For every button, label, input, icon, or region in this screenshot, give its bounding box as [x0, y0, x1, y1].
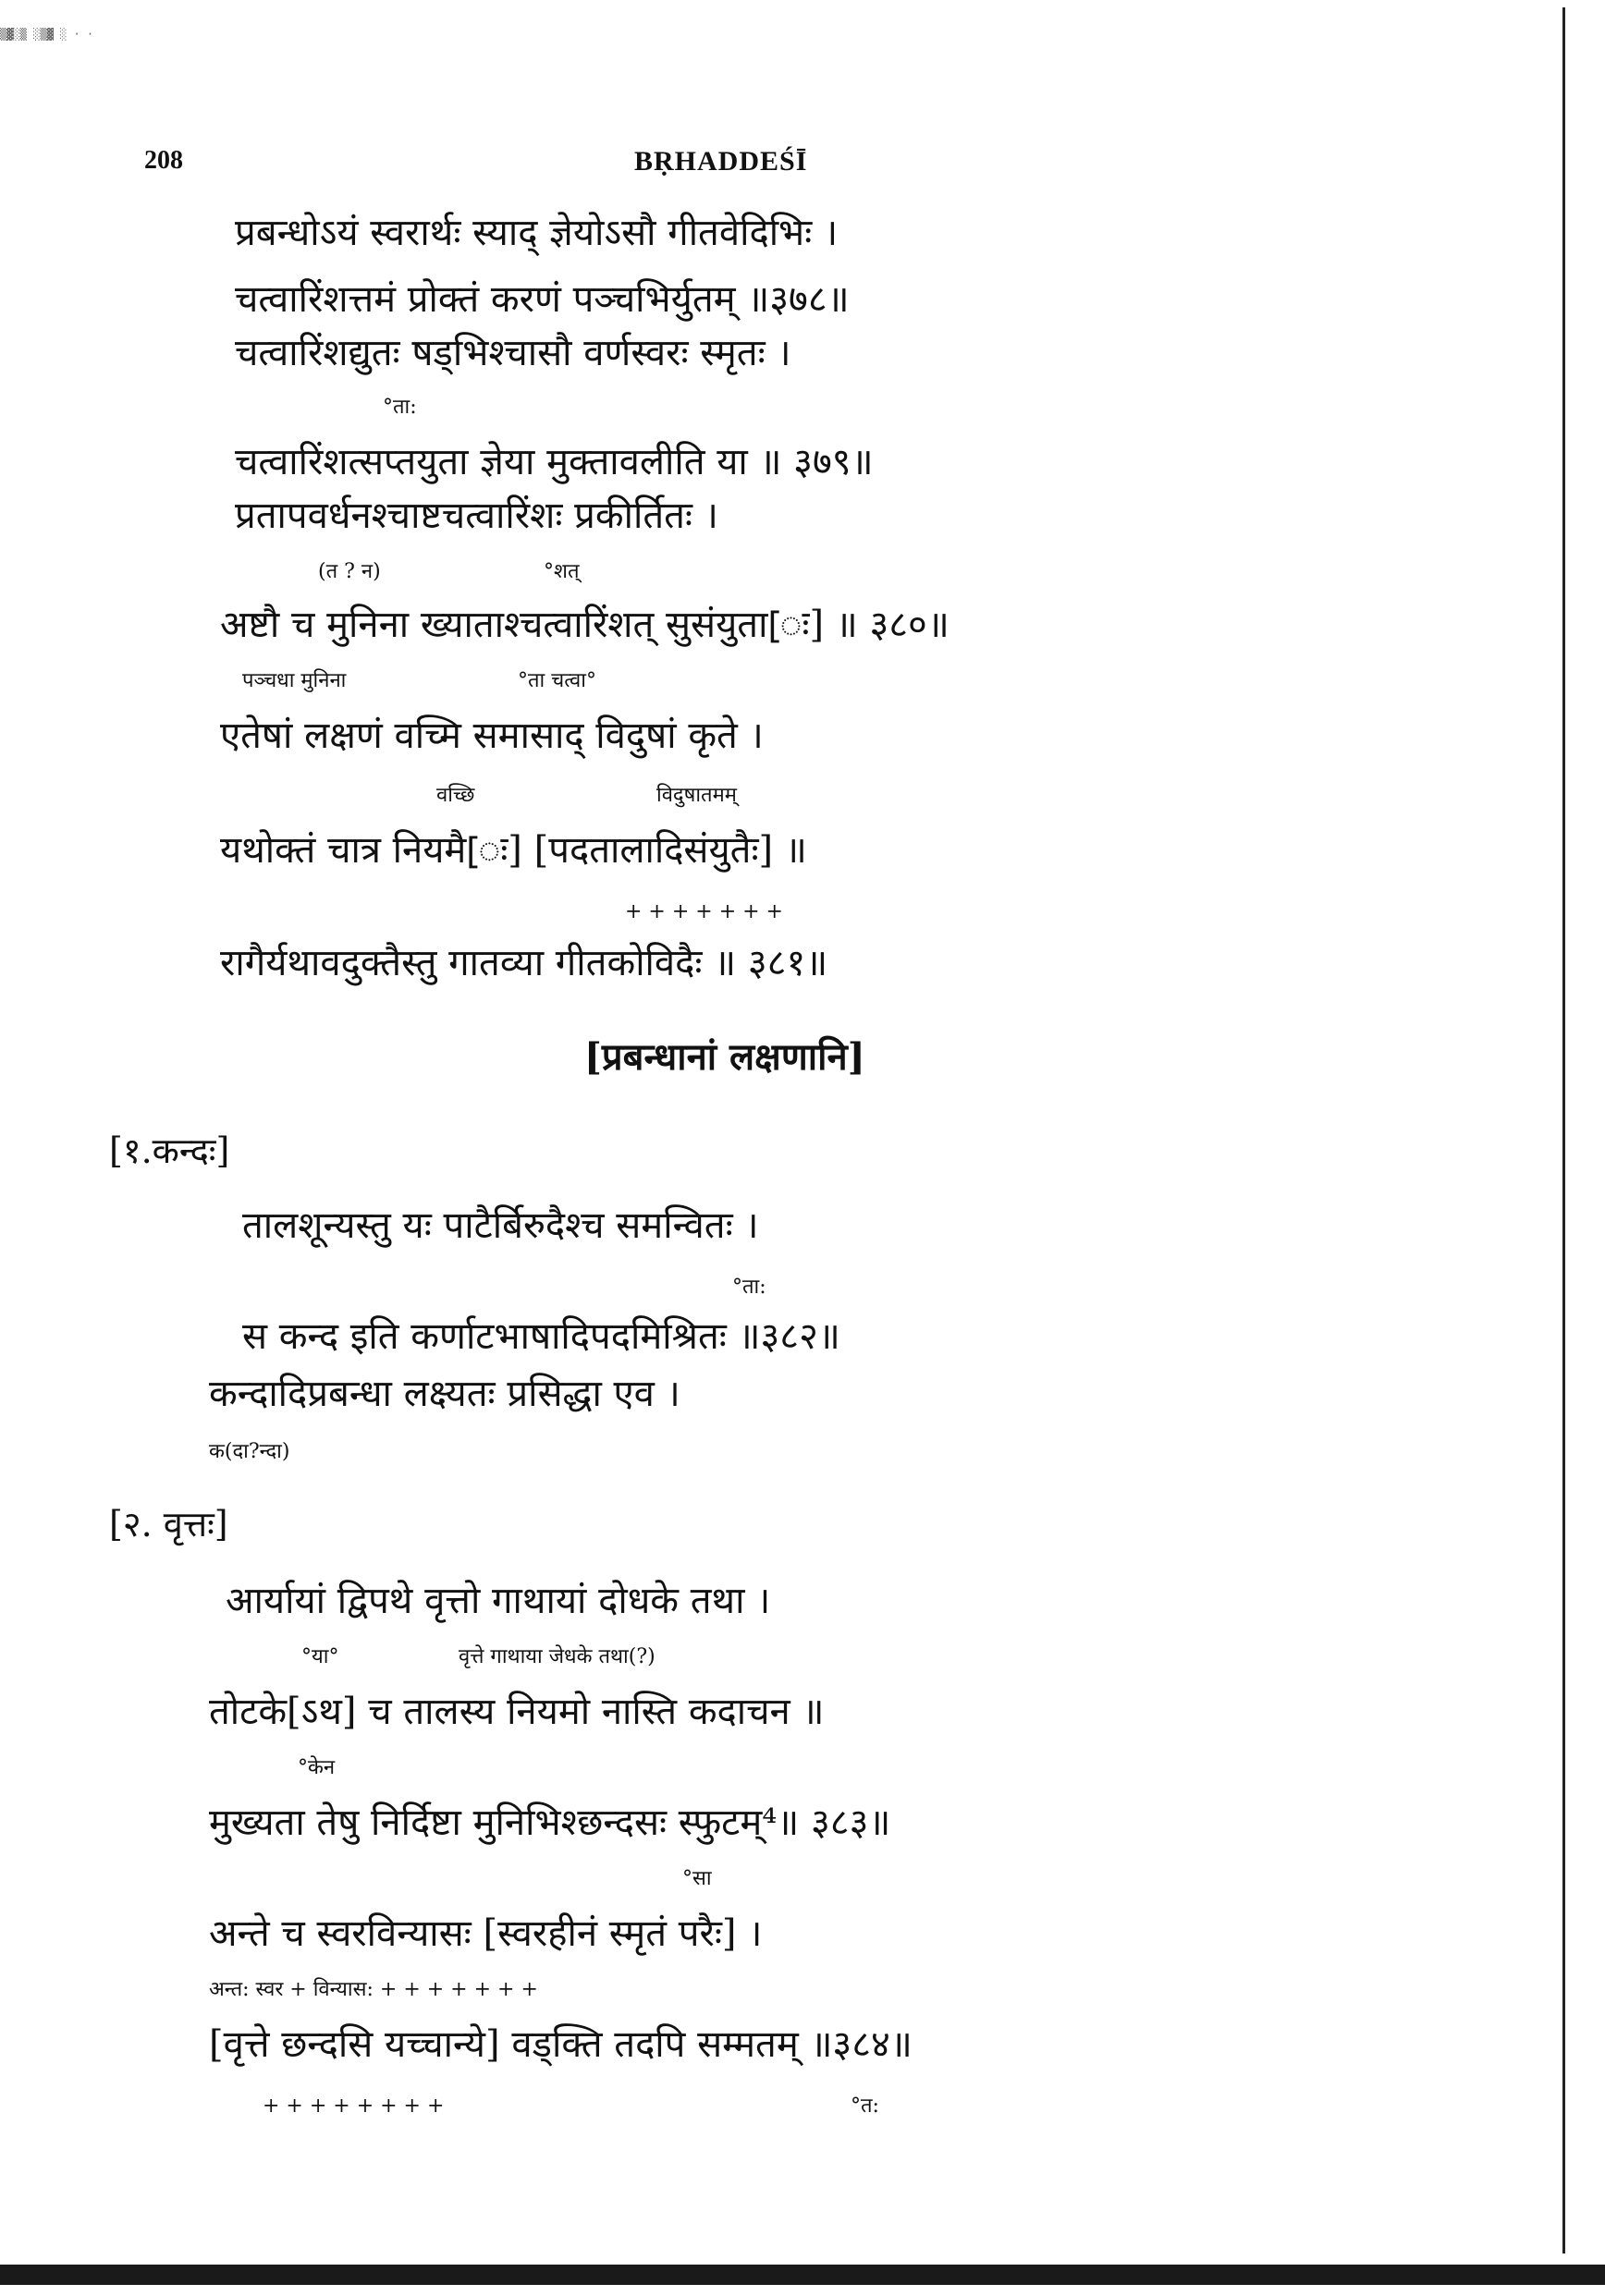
scan-bottom-bar: [0, 2265, 1605, 2285]
lacuna-marks: + + + + + + + +: [263, 2094, 445, 2118]
verse-line: चत्वारिंशद्युतः षड्भिश्चासौ वर्णस्वरः स्मृतः ।: [235, 332, 791, 374]
running-title: BṚHADDEŚĪ: [634, 146, 808, 177]
verse-line: आर्यायां द्विपथे वृत्तो गाथायां दोधके तथा ।: [226, 1580, 771, 1622]
variant-note: अन्त: स्वर + विन्यास: + + + + + + +: [209, 1978, 538, 2001]
verse-line: प्रतापवर्धनश्चाष्टचत्वारिंशः प्रकीर्तितः ।: [235, 495, 718, 537]
verse-line: [वृत्ते छन्दसि यच्चान्ये] वड्क्ति तदपि सम्मतम् ॥३८४॥: [209, 2023, 913, 2066]
variant-note: वच्छि: [436, 784, 475, 807]
variant-note: °शत्: [544, 560, 580, 583]
verse-line: चत्वारिंशत्तमं प्रोक्तं करणं पञ्चभिर्युतम् ॥३७८॥: [235, 278, 850, 321]
verse-line: अष्टौ च मुनिना ख्याताश्चत्वारिंशत् सुसंयुता[ः] ॥ ३८०॥: [220, 604, 950, 646]
verse-line: मुख्यता तेषु निर्दिष्टा मुनिभिश्छन्दसः स्फुटम्⁴॥ ३८३॥: [209, 1801, 891, 1844]
verse-line: यथोक्तं चात्र नियमै[ः] [पदतालादिसंयुतैः] ॥: [220, 829, 807, 872]
variant-note: °या°: [301, 1645, 339, 1668]
section-label-vrtta: [२. वृत्तः]: [109, 1504, 228, 1545]
variant-note: °त:: [851, 2094, 879, 2118]
variant-note: °ता चत्वा°: [518, 669, 596, 692]
variant-note: °केन: [298, 1756, 336, 1779]
variant-note: विदुषातमम्: [656, 784, 737, 807]
verse-line: रागैर्यथावदुक्तैस्तु गातव्या गीतकोविदैः ॥ ३८१॥: [220, 942, 828, 984]
verse-line: स कन्द इति कर्णाटभाषादिपदमिश्रितः ॥३८२॥: [242, 1315, 840, 1358]
verse-line: अन्ते च स्वरविन्यासः [स्वरहीनं स्मृतं परैः] ।: [209, 1912, 763, 1955]
variant-note: (त ? न): [318, 560, 381, 583]
page-number: 208: [144, 146, 183, 175]
variant-note: °सा: [682, 1867, 712, 1890]
variant-note: °ता:: [732, 1276, 766, 1299]
verse-line: एतेषां लक्षणं वच्मि समासाद् विदुषां कृते ।: [220, 714, 764, 757]
variant-note: पञ्चधा मुनिना: [242, 669, 347, 692]
page-edge-rule: [1562, 7, 1565, 2253]
verse-line: तोटके[ऽथ] च तालस्य नियमो नास्ति कदाचन ॥: [209, 1691, 825, 1733]
scan-speckle: ▒▓░▒ ░▒▓ ░ · ·: [0, 28, 94, 41]
section-heading: [प्रबन्धानां लक्षणानि]: [584, 1035, 865, 1079]
variant-note: वृत्ते गाथाया जेधके तथा(?): [459, 1645, 655, 1668]
variant-note: क(दा?न्दा): [209, 1440, 290, 1463]
variant-note: °ता:: [383, 396, 417, 419]
verse-line: प्रबन्धोऽयं स्वरार्थः स्याद् ज्ञेयोऽसौ गीतवेदिभिः ।: [235, 212, 839, 254]
verse-line: चत्वारिंशत्सप्तयुता ज्ञेया मुक्तावलीति या ॥ ३७९॥: [235, 441, 874, 483]
verse-line: तालशून्यस्तु यः पाटैर्बिरुदैश्च समन्वितः ।: [242, 1204, 759, 1247]
section-label-kanda: [१.कन्दः]: [109, 1130, 230, 1171]
lacuna-marks: + + + + + + +: [625, 900, 783, 923]
verse-line: कन्दादिप्रबन्धा लक्ष्यतः प्रसिद्धा एव ।: [209, 1373, 680, 1415]
